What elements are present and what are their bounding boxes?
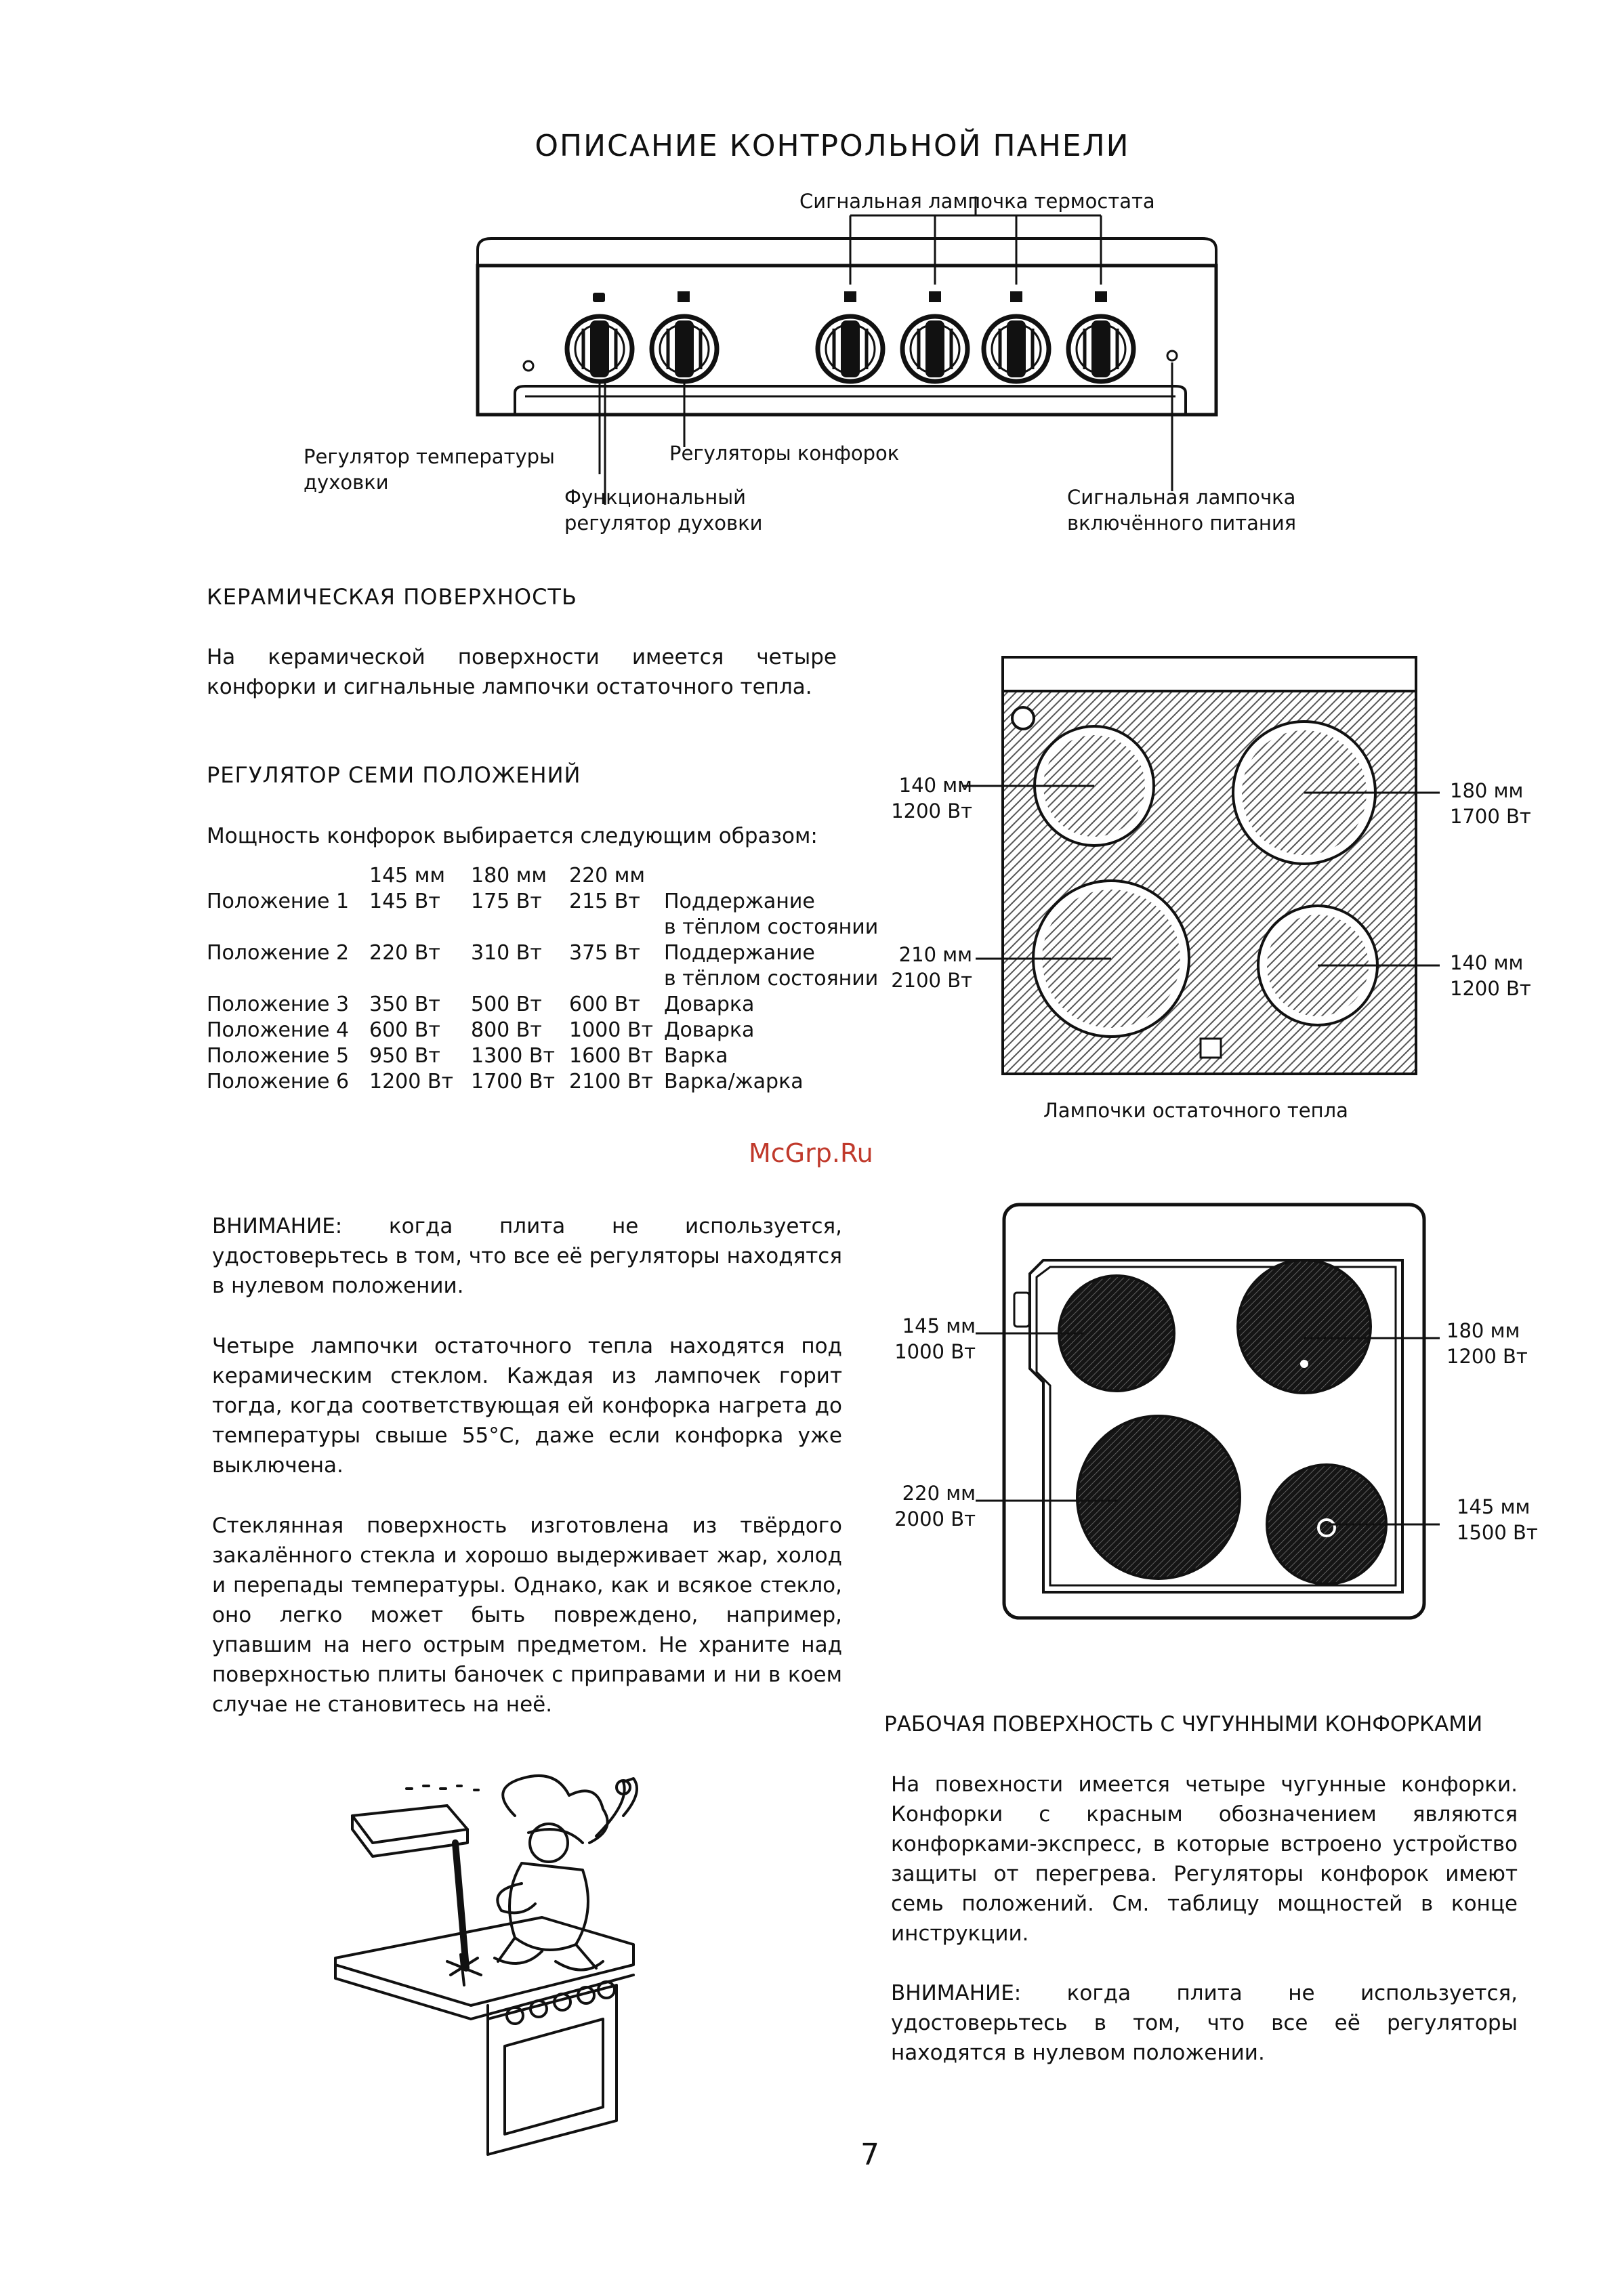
value-cell: 310 Вт: [471, 941, 542, 965]
ceramic-intro: На керамической поверхности имеется четыре конфорки и сигнальные лампочки остаточного тепла.: [207, 645, 837, 699]
mode-cell: в тёплом состоянии: [664, 967, 879, 991]
cast-iron-warning: ВНИМАНИЕ: когда плита не используется, удостоверьтесь в том, что все её регуляторы находятся в нулевом положении.: [891, 1981, 1518, 2065]
value-cell: 600 Вт: [369, 1018, 440, 1042]
position-cell: Положение 1: [207, 890, 350, 913]
zone-size: 180 мм: [1446, 1319, 1520, 1342]
position-cell: Положение 5: [207, 1044, 350, 1068]
value-cell: 950 Вт: [369, 1044, 440, 1068]
zone-power: 2000 Вт: [894, 1507, 976, 1531]
value-cell: 600 Вт: [569, 993, 640, 1016]
regulator-heading: РЕГУЛЯТОР СЕМИ ПОЛОЖЕНИЙ: [207, 762, 581, 788]
value-cell: 800 Вт: [471, 1018, 542, 1042]
zone-power: 2100 Вт: [891, 969, 972, 992]
zone-size: 180 мм: [1450, 779, 1524, 802]
glass-text: Стеклянная поверхность изготовлена из твёрдого закалённого стекла и хорошо выдерживает жар, холод и перепады температуры. Однако, как и всякое стекло, оно легко может быть повреждено, например, упавшим на него острым предметом. Не храните над поверхностью плиты баночек с приправами и ни в коем случае не становитесь на неё.: [212, 1514, 842, 1717]
power-intro: Мощность конфорок выбирается следующим образом:: [207, 824, 818, 848]
table-header: 145 мм: [369, 864, 446, 888]
table-header: 220 мм: [569, 864, 646, 888]
mode-cell: Варка: [664, 1044, 728, 1068]
ceramic-warning: ВНИМАНИЕ: когда плита не используется, удостоверьтесь в том, что все её регуляторы находятся в нулевом положении.: [212, 1214, 842, 1298]
value-cell: 215 Вт: [569, 890, 640, 913]
mode-cell: Варка/жарка: [664, 1070, 804, 1094]
value-cell: 500 Вт: [471, 993, 542, 1016]
value-cell: 2100 Вт: [569, 1070, 653, 1094]
value-cell: 1700 Вт: [471, 1070, 555, 1094]
zone-power: 1200 Вт: [1446, 1345, 1528, 1368]
mode-cell: Доварка: [664, 993, 755, 1016]
position-cell: Положение 2: [207, 941, 350, 965]
oven-temp-regulator-label: Регулятор температуры духовки: [304, 445, 555, 494]
value-cell: 220 Вт: [369, 941, 440, 965]
thermostat-lamp-label: Сигнальная лампочка термостата: [799, 190, 1155, 213]
value-cell: 1000 Вт: [569, 1018, 653, 1042]
zone-size: 220 мм: [902, 1482, 976, 1505]
value-cell: 1600 Вт: [569, 1044, 653, 1068]
watermark: McGrp.Ru: [749, 1138, 873, 1168]
page-number: 7: [860, 2138, 879, 2172]
hotplate-regulators-label: Регуляторы конфорок: [669, 442, 900, 465]
position-cell: Положение 4: [207, 1018, 350, 1042]
value-cell: 145 Вт: [369, 890, 440, 913]
ceramic-heading: КЕРАМИЧЕСКАЯ ПОВЕРХНОСТЬ: [207, 584, 577, 610]
zone-size: 210 мм: [898, 943, 972, 966]
zone-power: 1700 Вт: [1450, 805, 1531, 828]
zone-size: 145 мм: [902, 1314, 976, 1337]
zone-power: 1500 Вт: [1457, 1521, 1538, 1544]
value-cell: 375 Вт: [569, 941, 640, 965]
zone-size: 145 мм: [1457, 1495, 1531, 1518]
residual-heat-label: Лампочки остаточного тепла: [1043, 1099, 1348, 1122]
position-cell: Положение 3: [207, 993, 350, 1016]
zone-size: 140 мм: [898, 774, 972, 797]
zone-power: 1000 Вт: [894, 1340, 976, 1363]
mode-cell: Поддержание: [664, 890, 815, 913]
residual-heat-text: Четыре лампочки остаточного тепла находятся под керамическим стеклом. Каждая из лампочек горит тогда, когда соответствующая ей конфорка нагрета до температуры свыше 55°С, даже если конфорка уже выключена.: [212, 1334, 842, 1478]
zone-power: 1200 Вт: [891, 799, 972, 823]
position-cell: Положение 6: [207, 1070, 350, 1094]
mode-cell: Поддержание: [664, 941, 815, 965]
cast-iron-heading: РАБОЧАЯ ПОВЕРХНОСТЬ С ЧУГУННЫМИ КОНФОРКАМИ: [884, 1712, 1483, 1736]
power-lamp-label: Сигнальная лампочка включённого питания: [1067, 486, 1297, 535]
page-title: ОПИСАНИЕ КОНТРОЛЬНОЙ ПАНЕЛИ: [535, 129, 1130, 163]
cast-iron-text: На повехности имеется четыре чугунные конфорки. Конфорки с красным обозначением являются конфорками-экспресс, в которые встроено устройство защиты от перегрева. Регуляторы конфорок имеют семь положений. См. таблицу мощностей в конце инструкции.: [891, 1772, 1518, 1946]
oven-function-regulator-label: Функциональный регулятор духовки: [564, 486, 763, 535]
zone-power: 1200 Вт: [1450, 977, 1531, 1000]
value-cell: 1300 Вт: [471, 1044, 555, 1068]
value-cell: 1200 Вт: [369, 1070, 453, 1094]
mode-cell: Доварка: [664, 1018, 755, 1042]
mode-cell: в тёплом состоянии: [664, 915, 879, 939]
value-cell: 350 Вт: [369, 993, 440, 1016]
table-header: 180 мм: [471, 864, 547, 888]
zone-size: 140 мм: [1450, 951, 1524, 974]
value-cell: 175 Вт: [471, 890, 542, 913]
